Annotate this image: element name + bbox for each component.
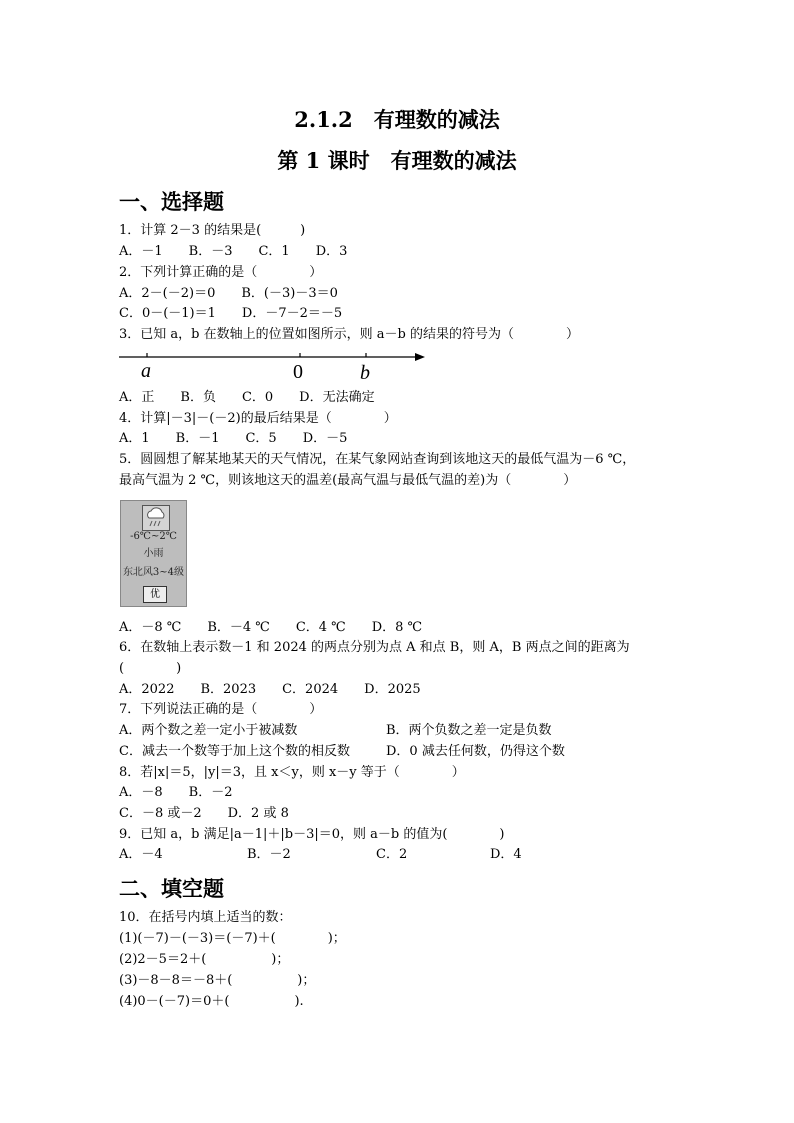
- weather-temperature: -6℃~2℃: [130, 531, 177, 542]
- section-heading-fill: 二、填空题: [119, 876, 224, 901]
- question-10: 10．在括号内填上适当的数：: [119, 910, 292, 925]
- question-8: 8．若|x|＝5，|y|＝3，且 x＜y，则 x－y 等于（ ）: [119, 765, 465, 780]
- section-heading-choice: 一、选择题: [119, 189, 224, 214]
- label-a: a: [141, 360, 151, 382]
- question-10-part-4: (4)0－(－7)＝0＋( ).: [119, 994, 304, 1009]
- question-7: 7．下列说法正确的是（ ）: [119, 702, 323, 717]
- question-10-part-3: (3)－8－8＝－8＋( )；: [119, 973, 316, 988]
- question-4: 4．计算|－3|－(－2)的最后结果是（ ）: [119, 411, 397, 426]
- question-2: 2．下列计算正确的是（ ）: [119, 265, 323, 280]
- question-7-option-b: B．两个负数之差一定是负数: [386, 723, 552, 738]
- question-1-options: A．－1 B．－3 C．1 D．3: [119, 244, 348, 259]
- page-title: 2.1.2 有理数的减法: [294, 107, 500, 132]
- question-1: 1．计算 2－3 的结果是( ): [119, 223, 306, 238]
- question-7-option-a: A．两个数之差一定小于被减数: [119, 723, 298, 738]
- page-subtitle: 第 1 课时 有理数的减法: [277, 148, 517, 173]
- question-9-option-c: C．2: [376, 847, 408, 862]
- question-9-option-d: D．4: [490, 847, 522, 862]
- question-6-options: A．2022 B．2023 C．2024 D．2025: [119, 682, 421, 697]
- question-10-part-2: (2)2－5＝2＋( )；: [119, 952, 290, 967]
- label-zero: 0: [293, 361, 303, 383]
- question-9-option-a: A．－4: [119, 847, 163, 862]
- weather-card-image: [120, 500, 187, 607]
- question-2-options-ab: A．2－(－2)＝0 B．(－3)－3＝0: [119, 286, 338, 301]
- number-line-arrow: [415, 353, 425, 361]
- label-b: b: [360, 362, 370, 384]
- question-8-options-cd: C．－8 或－2 D．2 或 8: [119, 806, 289, 821]
- air-quality-badge: 优: [143, 586, 167, 603]
- rain-cloud-icon: [142, 505, 170, 531]
- question-6-cont: ( ): [119, 661, 182, 676]
- question-6: 6．在数轴上表示数－1 和 2024 的两点分别为点 A 和点 B，则 A，B 两点之间的距离为: [119, 640, 630, 655]
- question-5-cont: 最高气温为 2 ℃，则该地这天的温差(最高气温与最低气温的差)为（ ）: [119, 473, 577, 488]
- question-5: 5．圆圆想了解某地某天的天气情况，在某气象网站查询到该地这天的最低气温为－6 ℃，: [119, 452, 636, 467]
- question-8-options-ab: A．－8 B．－2: [119, 785, 233, 800]
- question-7-option-d: D．0 减去任何数，仍得这个数: [386, 744, 565, 759]
- question-9: 9．已知 a，b 满足|a－1|＋|b－3|＝0，则 a－b 的值为( ): [119, 827, 505, 842]
- weather-wind: 东北风3~4级: [122, 567, 185, 578]
- question-3-options: A．正 B．负 C．0 D．无法确定: [119, 390, 375, 405]
- question-5-options: A．－8 ℃ B．－4 ℃ C．4 ℃ D．8 ℃: [119, 620, 423, 635]
- question-7-option-c: C．减去一个数等于加上这个数的相反数: [119, 744, 350, 759]
- question-10-part-1: (1)(－7)－(－3)＝(－7)＋( )；: [119, 931, 346, 946]
- question-9-option-b: B．－2: [247, 847, 291, 862]
- question-2-options-cd: C．0－(－1)＝1 D．－7－2＝－5: [119, 306, 343, 321]
- number-line-figure: [119, 347, 429, 385]
- weather-condition: 小雨: [143, 548, 164, 559]
- question-3: 3．已知 a，b 在数轴上的位置如图所示，则 a－b 的结果的符号为（ ）: [119, 327, 579, 342]
- question-4-options: A．1 B．－1 C．5 D．－5: [119, 431, 348, 446]
